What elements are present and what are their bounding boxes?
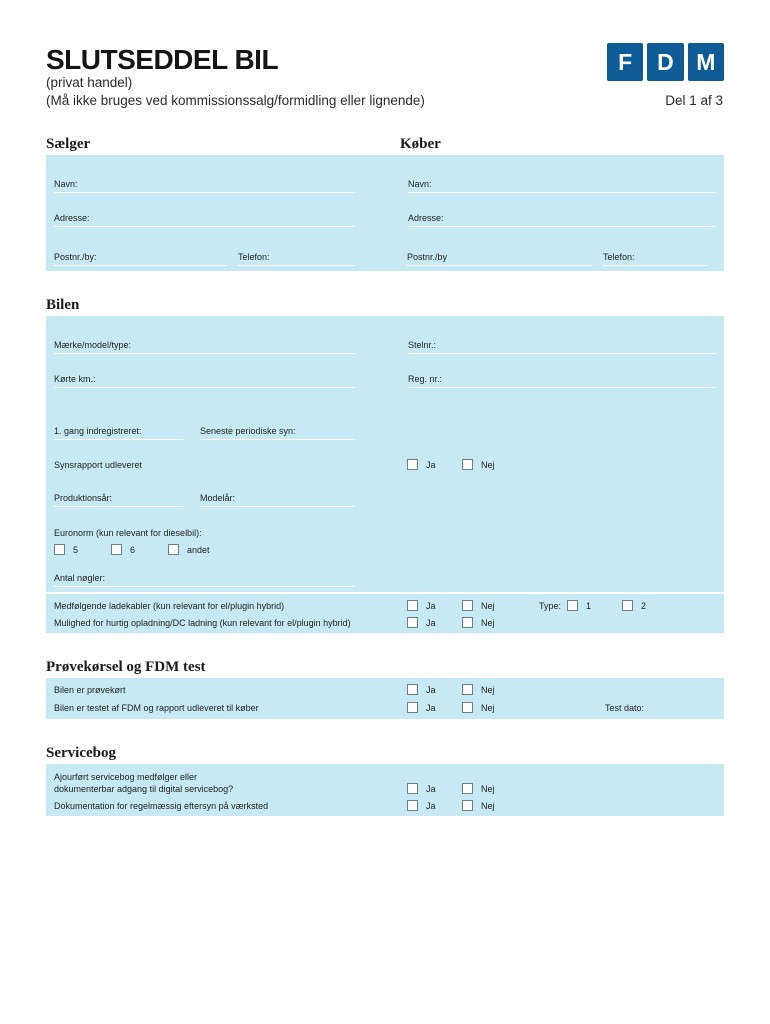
test-driven-no[interactable]	[462, 684, 495, 695]
checkbox-label: 2	[641, 600, 647, 611]
number-of-keys-field[interactable]: Antal nøgler:	[54, 573, 355, 587]
test-driven-yes[interactable]	[407, 684, 436, 695]
inspection-report-label: Synsrapport udleveret	[54, 460, 143, 470]
checkbox-label: Nej	[481, 459, 495, 470]
service-section-title: Servicebog	[46, 745, 116, 761]
make-model-field[interactable]: Mærke/model/type:	[54, 340, 355, 354]
fdm-tested-label: Bilen er testet af FDM og rapport udleveret til køber	[54, 703, 259, 713]
fdm-logo	[607, 43, 724, 81]
checkbox[interactable]	[462, 800, 473, 811]
inspection-report-yes[interactable]	[407, 459, 436, 470]
buyer-name-field[interactable]: Navn:	[408, 179, 716, 193]
checkbox[interactable]	[407, 600, 418, 611]
checkbox[interactable]	[407, 459, 418, 470]
service-book-label-line1: Ajourført servicebog medfølger eller	[54, 772, 198, 782]
charging-cables-label: Medfølgende ladekabler (kun relevant for el/plugin hybrid)	[54, 601, 285, 611]
buyer-address-field[interactable]: Adresse:	[408, 213, 716, 227]
checkbox-label: Nej	[481, 783, 495, 794]
page-indicator: Del 1 af 3	[665, 93, 723, 108]
buyer-postal-field[interactable]: Postnr./by	[407, 252, 592, 266]
fast-charging-no[interactable]	[462, 617, 495, 628]
charging-cables-no[interactable]	[462, 600, 495, 611]
production-year-field[interactable]: Produktionsår:	[54, 493, 184, 507]
checkbox[interactable]	[54, 544, 65, 555]
seller-address-field[interactable]: Adresse:	[54, 213, 355, 227]
checkbox[interactable]	[462, 783, 473, 794]
checkbox-label: Nej	[481, 617, 495, 628]
service-book-yes[interactable]	[407, 783, 436, 794]
checkbox[interactable]	[462, 684, 473, 695]
vin-field[interactable]: Stelnr.:	[408, 340, 716, 354]
fast-charging-yes[interactable]	[407, 617, 436, 628]
page-title: SLUTSEDDEL BIL	[46, 44, 279, 75]
euronorm-other-checkbox[interactable]	[168, 544, 210, 555]
buyer-section-title: Køber	[400, 136, 441, 152]
fdm-tested-yes[interactable]	[407, 702, 436, 713]
checkbox-label: 1	[586, 600, 592, 611]
checkbox[interactable]	[567, 600, 578, 611]
cable-type-1-checkbox[interactable]	[567, 600, 591, 611]
euronorm-6-checkbox[interactable]	[111, 544, 135, 555]
logo-letter-f: F	[607, 43, 643, 81]
logo-letter-d: D	[647, 43, 683, 81]
checkbox-label: andet	[187, 544, 210, 555]
checkbox[interactable]	[111, 544, 122, 555]
service-book-no[interactable]	[462, 783, 495, 794]
test-driven-label: Bilen er prøvekørt	[54, 685, 126, 695]
inspection-report-no[interactable]	[462, 459, 495, 470]
checkbox-label: Ja	[426, 800, 436, 811]
checkbox[interactable]	[407, 702, 418, 713]
checkbox-label: Ja	[426, 702, 436, 713]
service-documentation-no[interactable]	[462, 800, 495, 811]
checkbox-label: Ja	[426, 459, 436, 470]
cable-type-2-checkbox[interactable]	[622, 600, 646, 611]
service-documentation-label: Dokumentation for regelmæssig eftersyn på værksted	[54, 801, 269, 811]
checkbox[interactable]	[407, 684, 418, 695]
checkbox-label: Ja	[426, 684, 436, 695]
checkbox-label: Nej	[481, 600, 495, 611]
checkbox-label: Ja	[426, 617, 436, 628]
checkbox[interactable]	[407, 800, 418, 811]
checkbox-label: Nej	[481, 702, 495, 713]
test-date-field[interactable]: Test dato:	[605, 703, 645, 713]
seller-section-title: Sælger	[46, 136, 91, 152]
model-year-field[interactable]: Modelår:	[200, 493, 355, 507]
checkbox[interactable]	[407, 783, 418, 794]
euronorm-label: Euronorm (kun relevant for dieselbil):	[54, 528, 202, 538]
checkbox[interactable]	[462, 459, 473, 470]
seller-phone-field[interactable]: Telefon:	[238, 252, 355, 266]
last-inspection-field[interactable]: Seneste periodiske syn:	[200, 426, 355, 440]
car-section-title: Bilen	[46, 297, 80, 313]
checkbox-label: Nej	[481, 800, 495, 811]
logo-letter-m: M	[688, 43, 724, 81]
service-documentation-yes[interactable]	[407, 800, 436, 811]
fast-charging-label: Mulighed for hurtig opladning/DC ladning (kun relevant for el/plugin hybrid)	[54, 618, 351, 628]
car-panel	[46, 316, 724, 593]
service-book-label-line2: dokumenterbar adgang til digital servicebog?	[54, 784, 234, 794]
charging-cables-yes[interactable]	[407, 600, 436, 611]
checkbox-label: Nej	[481, 684, 495, 695]
checkbox-label: 5	[73, 544, 79, 555]
subtitle: (privat handel)	[46, 75, 133, 90]
checkbox-label: Ja	[426, 600, 436, 611]
seller-name-field[interactable]: Navn:	[54, 179, 355, 193]
test-section-title: Prøvekørsel og FDM test	[46, 659, 206, 675]
checkbox-label: 6	[130, 544, 136, 555]
reg-number-field[interactable]: Reg. nr.:	[408, 374, 716, 388]
checkbox-label: Ja	[426, 783, 436, 794]
subtitle-restriction: (Må ikke bruges ved kommissionssalg/formidling eller lignende)	[46, 93, 425, 108]
km-field[interactable]: Kørte km.:	[54, 374, 355, 388]
checkbox[interactable]	[462, 600, 473, 611]
checkbox[interactable]	[168, 544, 179, 555]
checkbox[interactable]	[462, 702, 473, 713]
euronorm-5-checkbox[interactable]	[54, 544, 78, 555]
cable-type-label: Type:	[539, 601, 562, 611]
checkbox[interactable]	[462, 617, 473, 628]
first-registration-field[interactable]: 1. gang indregistreret:	[54, 426, 184, 440]
fdm-tested-no[interactable]	[462, 702, 495, 713]
seller-postal-field[interactable]: Postnr./by:	[54, 252, 227, 266]
checkbox[interactable]	[407, 617, 418, 628]
checkbox[interactable]	[622, 600, 633, 611]
buyer-phone-field[interactable]: Telefon:	[603, 252, 708, 266]
